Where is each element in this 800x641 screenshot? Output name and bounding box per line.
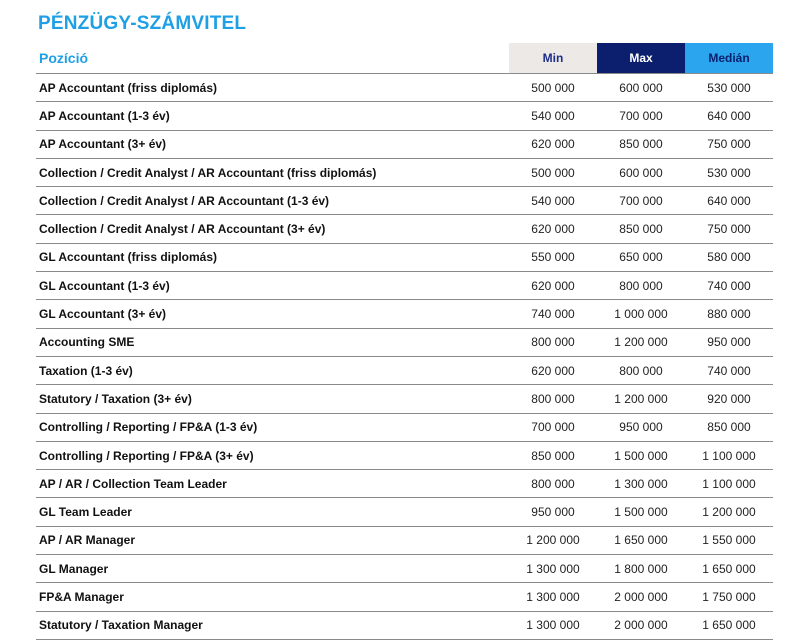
median-cell: 850 000 xyxy=(707,420,751,435)
min-cell: 950 000 xyxy=(531,505,575,520)
min-cell: 1 200 000 xyxy=(526,533,580,548)
median-cell: 530 000 xyxy=(707,165,751,180)
max-cell: 1 500 000 xyxy=(614,505,668,520)
position-cell: FP&A Manager xyxy=(39,589,124,604)
position-cell: AP / AR / Collection Team Leader xyxy=(39,476,227,491)
max-cell: 1 650 000 xyxy=(614,533,668,548)
max-cell: 600 000 xyxy=(619,80,663,95)
median-cell: 1 100 000 xyxy=(702,448,756,463)
median-cell: 740 000 xyxy=(707,278,751,293)
position-cell: Collection / Credit Analyst / AR Accountant (3+ év) xyxy=(39,222,326,237)
median-cell: 1 750 000 xyxy=(702,589,756,604)
position-cell: Collection / Credit Analyst / AR Accountant (friss diplomás) xyxy=(39,165,377,180)
table-row xyxy=(36,498,773,526)
position-cell: GL Manager xyxy=(39,561,109,576)
table-row xyxy=(36,215,773,243)
max-cell: 2 000 000 xyxy=(614,589,668,604)
median-cell: 580 000 xyxy=(707,250,751,265)
min-cell: 620 000 xyxy=(531,363,575,378)
table-row xyxy=(36,442,773,470)
max-cell: 1 000 000 xyxy=(614,307,668,322)
max-cell: 850 000 xyxy=(619,137,663,152)
position-cell: Taxation (1-3 év) xyxy=(39,363,133,378)
min-cell: 800 000 xyxy=(531,476,575,491)
median-cell: 1 200 000 xyxy=(702,505,756,520)
median-cell: 950 000 xyxy=(707,335,751,350)
table-row xyxy=(36,470,773,498)
table-row xyxy=(36,385,773,413)
min-cell: 500 000 xyxy=(531,165,575,180)
median-cell: 750 000 xyxy=(707,137,751,152)
min-cell: 800 000 xyxy=(531,335,575,350)
position-cell: Controlling / Reporting / FP&A (1-3 év) xyxy=(39,420,258,435)
median-cell: 880 000 xyxy=(707,307,751,322)
table-header xyxy=(36,43,773,73)
header-min: Min xyxy=(509,43,597,73)
position-cell: GL Team Leader xyxy=(39,505,132,520)
median-cell: 740 000 xyxy=(707,363,751,378)
table-row xyxy=(36,583,773,611)
max-cell: 1 300 000 xyxy=(614,476,668,491)
position-cell: Collection / Credit Analyst / AR Accountant (1-3 év) xyxy=(39,193,330,208)
min-cell: 620 000 xyxy=(531,222,575,237)
salary-table xyxy=(36,43,773,640)
median-cell: 920 000 xyxy=(707,391,751,406)
max-cell: 650 000 xyxy=(619,250,663,265)
table-row xyxy=(36,527,773,555)
position-cell: AP Accountant (1-3 év) xyxy=(39,108,170,123)
position-cell: Accounting SME xyxy=(39,335,135,350)
max-cell: 1 200 000 xyxy=(614,391,668,406)
min-cell: 850 000 xyxy=(531,448,575,463)
table-row xyxy=(36,555,773,583)
position-cell: Controlling / Reporting / FP&A (3+ év) xyxy=(39,448,254,463)
max-cell: 800 000 xyxy=(619,363,663,378)
max-cell: 700 000 xyxy=(619,108,663,123)
min-cell: 550 000 xyxy=(531,250,575,265)
min-cell: 700 000 xyxy=(531,420,575,435)
min-cell: 540 000 xyxy=(531,108,575,123)
max-cell: 850 000 xyxy=(619,222,663,237)
header-position: Pozíció xyxy=(39,50,89,66)
table-row xyxy=(36,357,773,385)
table-row xyxy=(36,300,773,328)
median-cell: 640 000 xyxy=(707,193,751,208)
median-cell: 1 650 000 xyxy=(702,561,756,576)
median-cell: 750 000 xyxy=(707,222,751,237)
min-cell: 800 000 xyxy=(531,391,575,406)
max-cell: 1 500 000 xyxy=(614,448,668,463)
median-cell: 640 000 xyxy=(707,108,751,123)
min-cell: 620 000 xyxy=(531,137,575,152)
header-max: Max xyxy=(597,43,685,73)
position-cell: AP Accountant (friss diplomás) xyxy=(39,80,218,95)
position-cell: GL Accountant (1-3 év) xyxy=(39,278,170,293)
min-cell: 620 000 xyxy=(531,278,575,293)
page-title: PÉNZÜGY-SZÁMVITEL xyxy=(38,13,247,34)
table-body xyxy=(36,73,773,640)
min-cell: 1 300 000 xyxy=(526,589,580,604)
position-cell: Statutory / Taxation (3+ év) xyxy=(39,391,192,406)
min-cell: 540 000 xyxy=(531,193,575,208)
table-row xyxy=(36,159,773,187)
max-cell: 1 800 000 xyxy=(614,561,668,576)
position-cell: AP Accountant (3+ év) xyxy=(39,137,167,152)
max-cell: 1 200 000 xyxy=(614,335,668,350)
max-cell: 950 000 xyxy=(619,420,663,435)
table-row xyxy=(36,612,773,640)
table-row xyxy=(36,414,773,442)
table-row xyxy=(36,131,773,159)
max-cell: 600 000 xyxy=(619,165,663,180)
position-cell: GL Accountant (friss diplomás) xyxy=(39,250,218,265)
median-cell: 1 550 000 xyxy=(702,533,756,548)
table-row xyxy=(36,272,773,300)
table-row xyxy=(36,102,773,130)
header-median: Medián xyxy=(685,43,773,73)
min-cell: 1 300 000 xyxy=(526,561,580,576)
max-cell: 800 000 xyxy=(619,278,663,293)
max-cell: 2 000 000 xyxy=(614,618,668,633)
position-cell: Statutory / Taxation Manager xyxy=(39,618,203,633)
position-cell: AP / AR Manager xyxy=(39,533,136,548)
min-cell: 1 300 000 xyxy=(526,618,580,633)
min-cell: 740 000 xyxy=(531,307,575,322)
median-cell: 530 000 xyxy=(707,80,751,95)
table-row xyxy=(36,244,773,272)
median-cell: 1 100 000 xyxy=(702,476,756,491)
min-cell: 500 000 xyxy=(531,80,575,95)
table-row xyxy=(36,74,773,102)
table-row xyxy=(36,187,773,215)
median-cell: 1 650 000 xyxy=(702,618,756,633)
table-row xyxy=(36,329,773,357)
max-cell: 700 000 xyxy=(619,193,663,208)
position-cell: GL Accountant (3+ év) xyxy=(39,307,167,322)
